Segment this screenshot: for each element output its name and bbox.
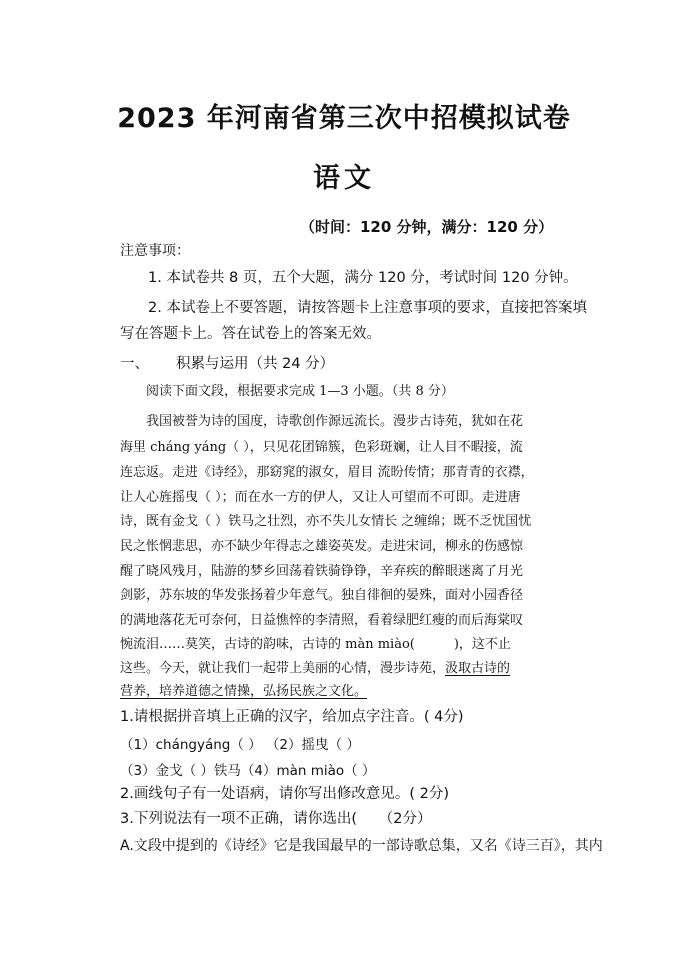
- question-3: 3.下列说法有一项不正确，请你选出( （2分）: [120, 811, 432, 827]
- question-1: 1.请根据拼音填上正确的汉字，给加点字注音。( 4分): [120, 709, 464, 725]
- passage-line: 让人心旌摇曳（ ）；而在水一方的伊人，又让人可望而不可即。走进唐: [120, 490, 521, 505]
- note-item-2-continued: 写在答题卡上。答在试卷上的答案无效。: [120, 326, 381, 342]
- notes-heading: 注意事项：: [120, 243, 190, 259]
- note-item-1: 1. 本试卷共 8 页，五个大题，满分 120 分，考试时间 120 分钟。: [148, 270, 578, 286]
- passage-text: 这些。今天，就让我们一起带上美丽的心情，漫步诗苑，: [120, 661, 446, 676]
- underlined-sentence: 营养，培养道德之情操，弘扬民族之文化。: [120, 684, 368, 699]
- passage-line: 惋流泪……莫笑，古诗的韵味，古诗的 màn miào( )，这不止: [120, 637, 511, 652]
- passage-line: 醒了晓风残月，陆游的梦乡回荡着铁骑铮铮，辛弃疾的醉眼迷离了月光: [120, 564, 524, 579]
- note-item-2: 2. 本试卷上不要答题，请按答题卡上注意事项的要求，直接把答案填: [148, 300, 587, 316]
- passage-line: [120, 657, 510, 676]
- question-2: 2.画线句子有一处语病，请你写出修改意见。( 2分): [120, 786, 449, 802]
- underlined-sentence: 汲取古诗的: [445, 661, 511, 676]
- time-info: （时间：120 分钟，满分：120 分）: [300, 218, 554, 236]
- section-intro: 阅读下面文段，根据要求完成 1—3 小题。（共 8 分）: [146, 384, 454, 399]
- section-heading: [120, 352, 334, 373]
- passage-line: 我国被誉为诗的国度，诗歌创作源远流长。漫步古诗苑，犹如在花: [146, 414, 524, 429]
- section-title: 积累与运用（共 24 分）: [176, 356, 335, 372]
- question-1-items: （1）chángyáng（ ） （2）摇曳（ ）: [120, 737, 360, 753]
- passage-line: 民之怅惘悲思，亦不缺少年得志之雄姿英发。走进宋词，柳永的伤感惊: [120, 539, 524, 554]
- passage-line: 海里 cháng yáng（ ），只见花团锦簇，色彩斑斓，让人目不暇接，流: [120, 440, 523, 455]
- question-1-items: （3）金戈（ ）铁马（4）màn miào（ ）: [120, 763, 376, 779]
- passage-line: 诗，既有金戈（ ）铁马之壮烈，亦不失儿女情长 之缠绵；既不乏忧国忧: [120, 514, 532, 529]
- question-3-option-a: A.文段中提到的《诗经》它是我国最早的一部诗歌总集，又名《诗三百》，其内: [120, 838, 603, 854]
- passage-line: 剑影，苏东坡的华发张扬着少年意气。独自徘徊的晏殊，面对小园香径: [120, 588, 524, 603]
- section-number: 一、: [120, 356, 149, 372]
- passage-line: 连忘返。走进《诗经》，那窈窕的淑女，眉目 流盼传情；那青青的衣襟，: [120, 465, 534, 480]
- page-title: 2023 年河南省第三次中招模拟试卷: [117, 103, 571, 134]
- subject-title: 语文: [313, 163, 375, 194]
- passage-line: 的满地落花无可奈何，日益憔悴的李清照，看着绿肥红瘦的而后海棠叹: [120, 613, 524, 628]
